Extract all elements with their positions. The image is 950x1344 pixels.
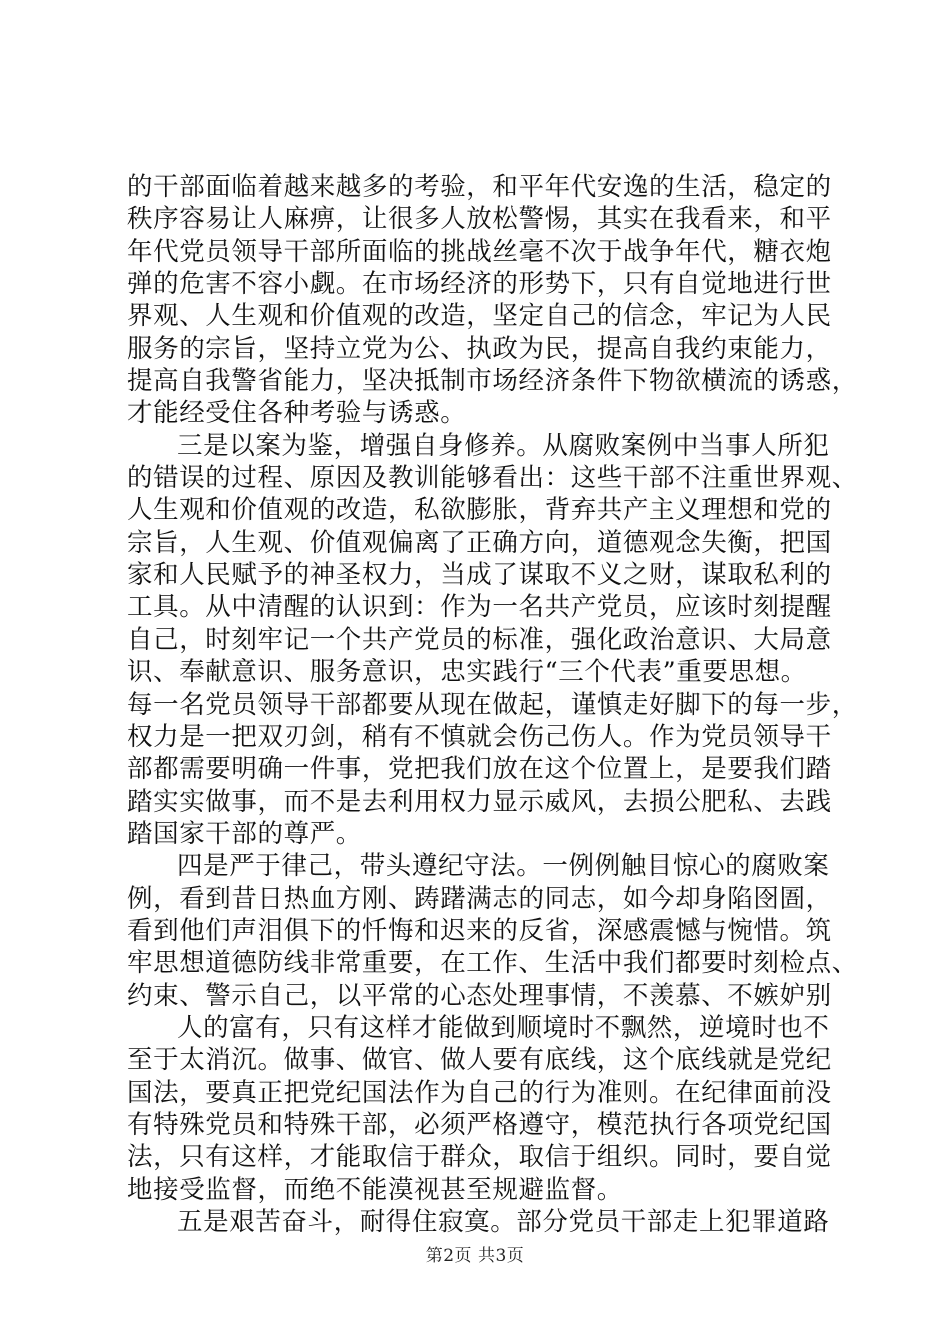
text-line: 界观、人生观和价值观的改造，坚定自己的信念，牢记为人民 bbox=[127, 301, 832, 332]
text-line: 地接受监督，而绝不能漠视甚至规避监督。 bbox=[127, 1174, 623, 1205]
text-line: 识、奉献意识、服务意识，忠实践行“三个代表”重要思想。 bbox=[127, 657, 807, 688]
text-line: 约束、警示自己，以平常的心态处理事情，不羡慕、不嫉妒别 bbox=[127, 980, 832, 1011]
text-line: 部都需要明确一件事，党把我们放在这个位置上，是要我们踏 bbox=[127, 754, 832, 785]
document-body bbox=[127, 171, 858, 1238]
text-line: 工具。从中清醒的认识到：作为一名共产党员，应该时刻提醒 bbox=[127, 592, 832, 623]
text-line: 牢思想道德防线非常重要，在工作、生活中我们都要时刻检点、 bbox=[127, 948, 858, 979]
text-line: 家和人民赋予的神圣权力，当成了谋取不义之财，谋取私利的 bbox=[127, 560, 832, 591]
paragraph-first-line: 五是艰苦奋斗，耐得住寂寞。部分党员干部走上犯罪道路 bbox=[177, 1207, 830, 1237]
text-line: 每一名党员领导干部都要从现在做起，谨慎走好脚下的每一步， bbox=[127, 689, 858, 720]
text-line: 宗旨，人生观、价值观偏离了正确方向，道德观念失衡，把国 bbox=[127, 527, 832, 558]
paragraph-first-line: 人的富有，只有这样才能做到顺境时不飘然，逆境时也不 bbox=[177, 1012, 830, 1043]
text-line: 例，看到昔日热血方刚、踌躇满志的同志，如今却身陷囹圄， bbox=[127, 883, 832, 914]
text-line: 踏实实做事，而不是去利用权力显示威风，去损公肥私、去践 bbox=[127, 786, 832, 817]
text-line: 年代党员领导干部所面临的挑战丝毫不次于战争年代，糖衣炮 bbox=[127, 236, 832, 267]
text-line: 有特殊党员和特殊干部，必须严格遵守，模范执行各项党纪国 bbox=[127, 1109, 832, 1140]
text-line: 才能经受住各种考验与诱惑。 bbox=[127, 398, 467, 429]
paragraph-first-line: 四是严于律己，带头遵纪守法。一例例触目惊心的腐败案 bbox=[177, 851, 830, 882]
text-line: 的错误的过程、原因及教训能够看出：这些干部不注重世界观、 bbox=[127, 463, 858, 494]
text-line: 国法，要真正把党纪国法作为自己的行为准则。在纪律面前没 bbox=[127, 1077, 832, 1108]
text-line: 法，只有这样，才能取信于群众，取信于组织。同时，要自觉 bbox=[127, 1142, 832, 1173]
page-footer: 第2页 共3页 bbox=[425, 1246, 525, 1266]
text-line: 看到他们声泪俱下的忏悔和迟来的反省，深感震憾与惋惜。筑 bbox=[127, 915, 832, 946]
text-line: 自己，时刻牢记一个共产党员的标准，强化政治意识、大局意 bbox=[127, 624, 832, 655]
text-line: 弹的危害不容小觑。在市场经济的形势下，只有自觉地进行世 bbox=[127, 269, 832, 300]
paragraph-first-line: 三是以案为鉴，增强自身修养。从腐败案例中当事人所犯 bbox=[177, 430, 830, 461]
text-line: 提高自我警省能力，坚决抵制市场经济条件下物欲横流的诱惑， bbox=[127, 366, 858, 397]
text-line: 至于太消沉。做事、做官、做人要有底线，这个底线就是党纪 bbox=[127, 1045, 832, 1076]
text-line: 踏国家干部的尊严。 bbox=[127, 818, 362, 849]
text-line: 秩序容易让人麻痹，让很多人放松警惕，其实在我看来，和平 bbox=[127, 204, 832, 235]
text-line: 权力是一把双刃剑，稍有不慎就会伤己伤人。作为党员领导干 bbox=[127, 721, 832, 752]
text-line: 服务的宗旨，坚持立党为公、执政为民，提高自我约束能力， bbox=[127, 333, 832, 364]
text-line: 的干部面临着越来越多的考验，和平年代安逸的生活，稳定的 bbox=[127, 172, 832, 202]
text-line: 人生观和价值观的改造，私欲膨胀，背弃共产主义理想和党的 bbox=[127, 495, 832, 526]
